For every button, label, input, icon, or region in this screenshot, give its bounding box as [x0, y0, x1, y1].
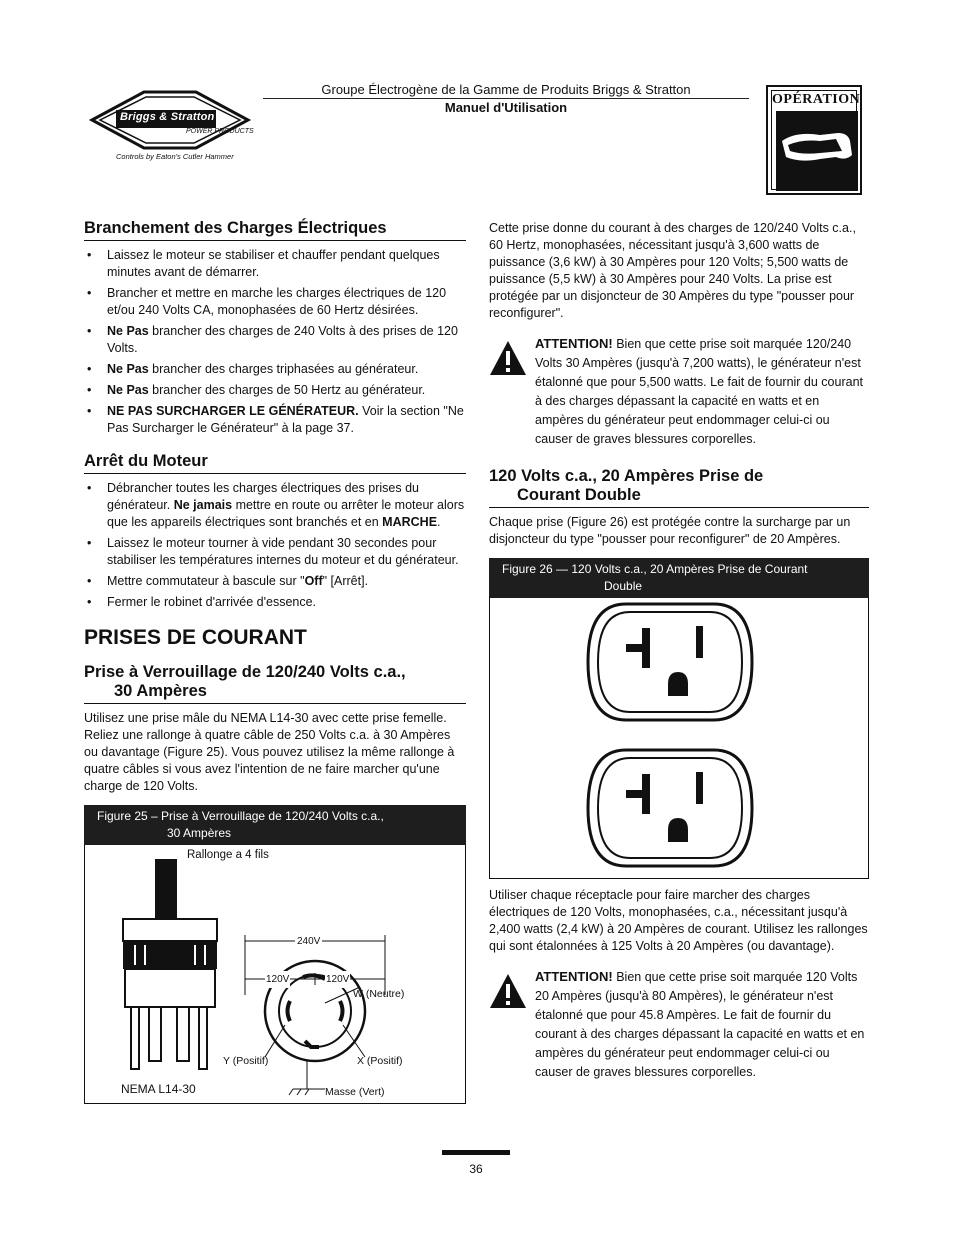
figure-26	[489, 598, 869, 879]
label-ground: Masse (Vert)	[325, 1086, 385, 1098]
duplex-outlet-diagram	[490, 598, 870, 878]
list-item: • NE PAS SURCHARGER LE GÉNÉRATEUR. Voir la section "Ne Pas Surcharger le Générateur" à la page 37.	[84, 403, 466, 437]
label-cord: Rallonge a 4 fils	[187, 849, 269, 861]
branchement-list	[84, 247, 466, 437]
section-badge	[766, 85, 862, 195]
warning-triangle-icon	[489, 973, 527, 1009]
list-item: • Mettre commutateur à bascule sur "Off" [Arrêt].	[84, 573, 466, 590]
hand-switch-icon	[776, 111, 858, 191]
list-item: • Ne Pas brancher des charges triphasées au générateur.	[84, 361, 466, 378]
logo-sub-text: POWER PRODUCTS	[186, 128, 254, 135]
logo-brand-text: Briggs & Stratton	[120, 111, 215, 123]
section-badge-label: OPÉRATION	[772, 92, 861, 107]
double-paragraph: Chaque prise (Figure 26) est protégée contre la surcharge par un disjoncteur du type "pousser pour reconfigurer" de 20 Ampères.	[489, 515, 851, 546]
label-120v-right: 120V	[325, 971, 350, 988]
label-nema: NEMA L14-30	[121, 1082, 196, 1096]
main-heading-prises: PRISES DE COURANT	[84, 626, 307, 649]
list-item: • Débrancher toutes les charges électriques des prises du générateur. Ne jamais mettre en route ou arrêter le moteur alors que les appareils électriques sont branchés et en MARCHE.	[84, 480, 466, 531]
section-heading-arret: Arrêt du Moteur	[84, 451, 466, 474]
warning-1: ATTENTION! Bien que cette prise soit marquée 120/240 Volts 30 Ampères (jusqu'à 7,200 watts), le générateur n'est étalonné que pour 5,500 watts. Le fait de fournir du courant à des charges dépassant la capacité en watts et en ampères du générateur peut endommager celui-ci ou causer de graves blessures corporelles.	[489, 334, 869, 449]
page-number-bar	[442, 1150, 510, 1155]
list-item: • Fermer le robinet d'arrivée d'essence.	[84, 594, 466, 611]
outlet-upper-icon	[588, 604, 752, 720]
brand-logo	[86, 88, 256, 166]
list-item: • Ne Pas brancher des charges de 240 Volts à des prises de 120 Volts.	[84, 323, 466, 357]
label-neutral: W (Neutre)	[353, 988, 405, 1000]
figure-25-caption: Figure 25 – Prise à Verrouillage de 120/240 Volts c.a., 30 Ampères	[84, 805, 466, 845]
section-heading-double: 120 Volts c.a., 20 Ampères Prise de Courant Double	[489, 467, 869, 508]
section-heading-verrouillage: Prise à Verrouillage de 120/240 Volts c.a., 30 Ampères	[84, 663, 466, 704]
after-figure-paragraph: Utiliser chaque réceptacle pour faire marcher des charges électriques de 120 Volts, monophasées, c.a., nécessitant jusqu'à 2,400 watts (2,4 kW) à 20 Ampères de courant. Utilisez les rallonges qui sont étalonnées à 125 Volts à 20 Ampères (ou davantage).	[489, 888, 868, 953]
list-item: • Ne Pas brancher des charges de 50 Hertz au générateur.	[84, 382, 466, 399]
label-240v: 240V	[295, 933, 322, 950]
logo-tagline: Controls by Eaton's Cutler Hammer	[116, 152, 234, 161]
figure-26-caption: Figure 26 — 120 Volts c.a., 20 Ampères Prise de Courant Double	[489, 558, 869, 598]
list-item: • Laissez le moteur se stabiliser et chauffer pendant quelques minutes avant de démarrer.	[84, 247, 466, 281]
label-y-positif: Y (Positif)	[223, 1055, 269, 1067]
warning-triangle-icon	[489, 340, 527, 376]
list-item: • Laissez le moteur tourner à vide pendant 30 secondes pour stabiliser les températures internes du moteur et du générateur.	[84, 535, 466, 569]
warning-2: ATTENTION! Bien que cette prise soit marquée 120 Volts 20 Ampères (jusqu'à 80 Ampères), le générateur n'est étalonné que pour 45.8 Ampères. Le fait de fournir du courant à des charges dépassant la capacité en watts et en ampères du générateur peut endommager celui-ci ou causer de graves blessures corporelles.	[489, 967, 869, 1082]
outlet-lower-icon	[588, 750, 752, 866]
label-120v-left: 120V	[265, 971, 290, 988]
page-number: 36	[469, 1162, 483, 1176]
intro-paragraph: Cette prise donne du courant à des charges de 120/240 Volts c.a., 60 Hertz, monophasées, nécessitant jusqu'à 3,600 watts de puissance (3,6 kW) à 30 Ampères pour 120 Volts; 5,500 watts de puissance (5,5 kW) à 30 Ampères pour 240 Volts. La prise est protégée par un disjoncteur de 30 Ampères du type "pousser pour reconfigurer".	[489, 221, 856, 320]
section-heading-branchement: Branchement des Charges Électriques	[84, 218, 466, 241]
figure-25	[84, 845, 466, 1104]
header-rule	[263, 98, 749, 99]
arret-list	[84, 480, 466, 611]
right-column	[489, 218, 869, 1098]
list-item: • Brancher et mettre en marche les charges électriques de 120 et/ou 240 Volts CA, monophasées de 60 Hertz désirées.	[84, 285, 466, 319]
header-title: Groupe Électrogène de la Gamme de Produits Briggs & Stratton	[321, 82, 691, 97]
verrouillage-paragraph: Utilisez une prise mâle du NEMA L14-30 avec cette prise femelle. Reliez une rallonge à quatre câble de 250 Volts c.a. à 30 Ampères ou davantage (Figure 25). Vous pouvez utilisez la même rallonge à quatre câbles si vous avez l'intention de ne faire marcher qu'une charge de 120 Volts.	[84, 711, 455, 793]
left-column	[84, 218, 466, 1104]
header-subtitle: Manuel d'Utilisation	[444, 100, 568, 115]
label-x-positif: X (Positif)	[357, 1055, 403, 1067]
